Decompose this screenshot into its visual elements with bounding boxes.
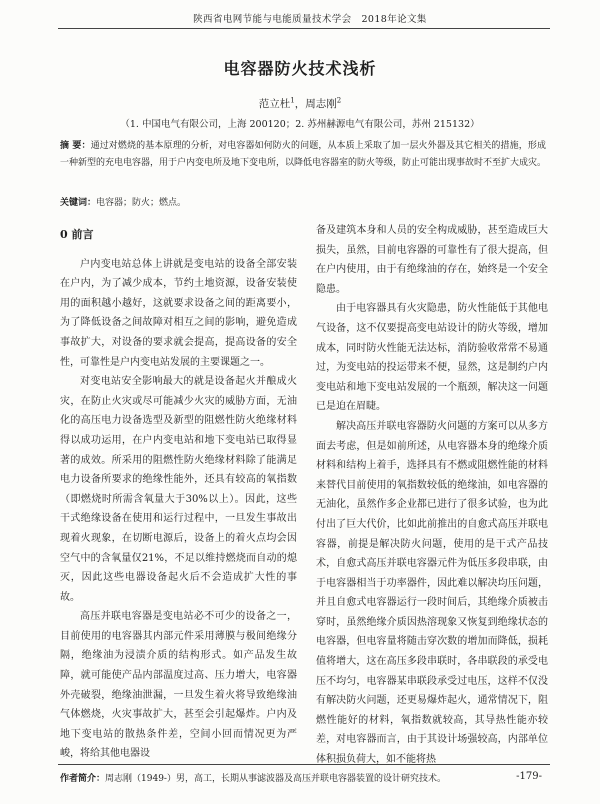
abstract-text: 通过对燃烧的基本原理的分析，对电容器如何防火的问题，从本质上采取了加一层火外器及其它相关的措施，形成一种新型的充电电容器，用于户内变电所及地下变电所，以降低电容器室的防火等级，防止可能出现事故时不至扩大成灾。 [60, 141, 547, 168]
keywords-text: 电容器；防火；燃点。 [96, 198, 187, 208]
left-column [60, 221, 297, 764]
author-mark: 2 [336, 96, 342, 105]
running-head: 陕西省电网节能与电能质量技术学会 2018年论文集 [193, 14, 427, 25]
affiliations: （1. 中国电气有限公司，上海 200120；2. 苏州赫源电气有限公司，苏州 215132） [120, 119, 480, 130]
author-separator: ， [294, 98, 306, 110]
body-paragraph: 备及建筑本身和人员的安全构成威胁，甚至造成巨大损失，虽然，目前电容器的可靠性有了很大提高，但在户内使用，由于有绝缘油的存在，始终是一个安全隐患。 [316, 225, 548, 295]
abstract [60, 138, 546, 172]
section-heading: 0 前言 [60, 228, 94, 241]
bio-text: 周志刚（1949-）男，高工，长期从事滤波器及高压并联电容器装置的设计研究技术。 [105, 774, 446, 784]
author-mark: 1 [290, 96, 295, 105]
footer-rule [58, 764, 550, 765]
author-line [0, 96, 600, 111]
body-paragraph: 由于电容器具有火灾隐患，防火性能低于其他电气设备，这不仅要提高变电站设计的防火等级，增加成本，同时防火性能无法达标，消防验收常常不易通过，为变电站的投运带来不便，显然，这是制约户内变电站和地下变电站发展的一个瓶颈，解决这一问题已是迫在眉睫。 [316, 303, 548, 413]
author-name: 范立杜 [258, 98, 291, 110]
header-rule [58, 28, 550, 29]
body-paragraph: 户内变电站总体上讲就是变电站的设备全部安装在户内，为了减少成本，节约土地资源，设备安装使用的面积越小越好，这就要求设备之间的距离要小，为了降低设备之间故障对相互之间的影响，避免造成事故扩大，对设备的要求就会提高，提高设备的安全性，可靠性是户内变电站发展的主要课题之一。 [60, 258, 297, 368]
author-bio-footnote [60, 771, 446, 784]
body-paragraph: 对变电站安全影响最大的就是设备起火并酿成火灾，在防止火灾或尽可能减少火灾的威胁方面，无油化的高压电力设备选型及新型的阻燃性防火绝缘材料得以成功运用，在户内变电站和地下变电站已取得显著的成效。所采用的阻燃性防火绝缘材料除了能满足电力设备所要求的绝缘性能外，还具有较高的氧指数（即燃烧时所需含氧量大于30%以上）。因此，这些干式绝缘设备在使用和运行过程中，一旦发生事故出现着火现象，在切断电源后，设备上的着火点均会因空气中的含氧量仅21%，不足以维持燃烧而自动的熄灭，因此这些电器设备起火后不会造成扩大性的事故。 [60, 376, 297, 603]
author-name: 周志刚 [305, 98, 337, 110]
paper-title: 电容器防火技术浅析 [223, 59, 377, 78]
abstract-label: 摘 要： [60, 141, 91, 151]
keywords [60, 195, 546, 208]
keywords-label: 关键词： [60, 198, 97, 208]
body-paragraph: 高压并联电容器是变电站必不可少的设备之一，目前使用的电容器其内部元件采用薄膜与极间绝缘分隔，绝缘油为浸渍介质的结构形式。如产品发生故障，就可能使产品内部温度过高、压力增大，电容器外壳破裂，绝缘油泄漏，一旦发生着火将导致绝缘油气体燃烧，火灾事故扩大，甚至会引起爆炸。户内及地下变电站的散热条件差，空间小回而情况更为严峻，将给其他电器设 [60, 611, 297, 760]
bio-label: 作者简介： [60, 774, 106, 784]
body-paragraph: 解决高压并联电容器防火问题的方案可以从多方面去考虑，但是如前所述，从电容器本身的绝缘介质材料和结构上着手，选择具有不燃或阻燃性能的材料来替代目前使用的氧指数较低的绝缘油，如电容器的无油化，虽然作多企业都已进行了很多试验，也为此付出了巨大代价，比如此前推出的自愈式高压并联电容器，前提是解决防火问题，使用的是干式产品技术，自愈式高压并联电容器元件为低压多段串联，由于电容器相当于功率器件，因此难以解决均压问题，并且自愈式电容器运行一段时间后，其绝缘介质被击穿时，虽然绝缘介质因热溶现象又恢复到绝缘状态的电容器，但电容量将随击穿次数的增加而降低，损耗值将增大，这在高压多段串联时，各串联段的承受电压不均匀，电容器某串联段承受过电压，这样不仅没有解决防火问题，还更易爆炸起火，通常情况下，阻燃性能好的材料，氧指数就较高，其导热性能亦较差，对电容器而言，由于其设计场强较高，内部单位体积损负荷大，如不能将热 [316, 420, 548, 766]
right-column [316, 221, 548, 770]
page-number: -179- [516, 771, 542, 782]
